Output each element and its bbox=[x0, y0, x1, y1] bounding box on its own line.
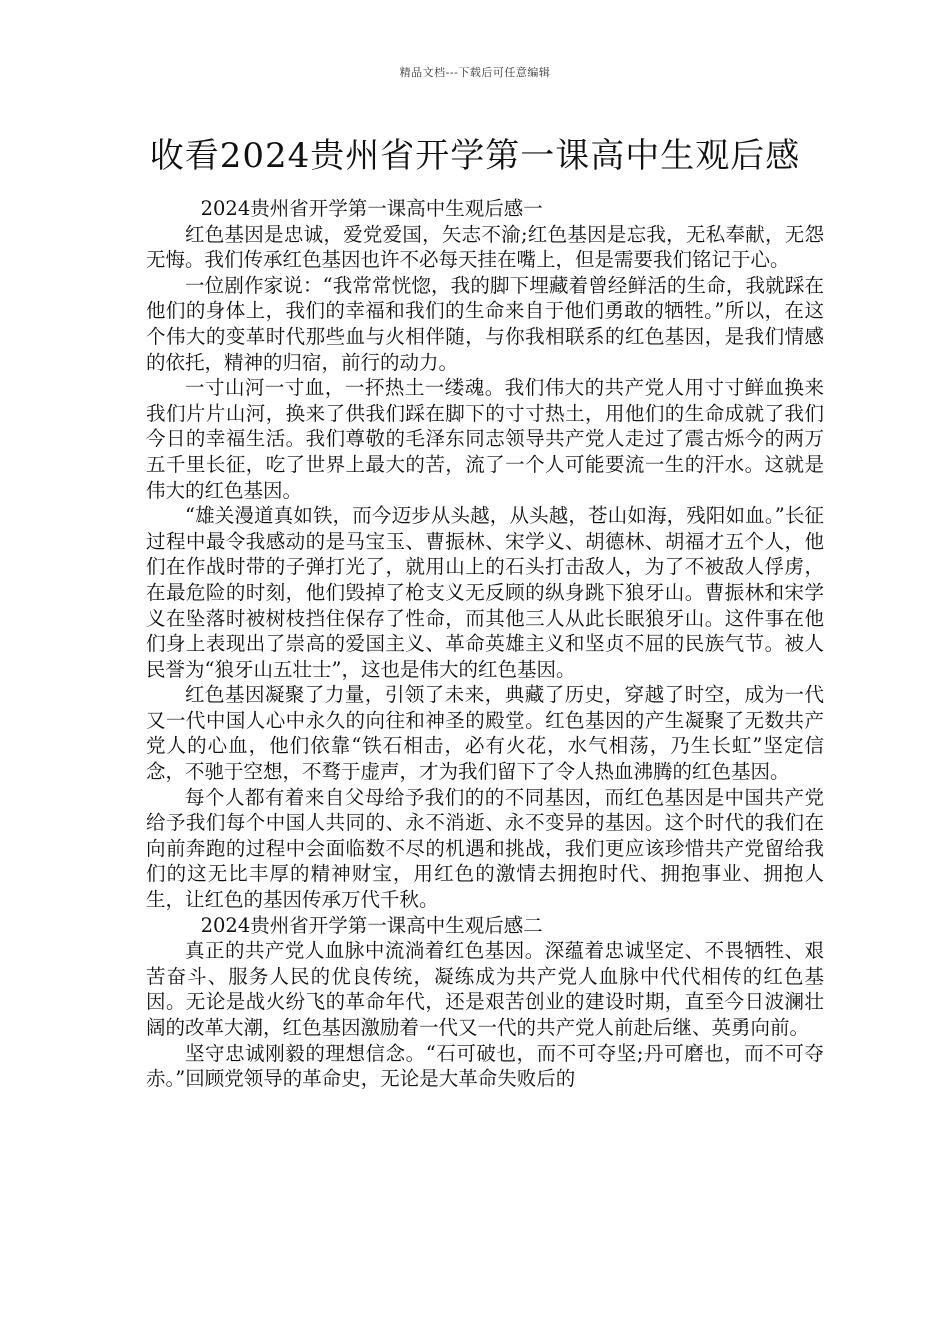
paragraph: 红色基因是忠诚，爱党爱国，矢志不渝;红色基因是忘我，无私奉献，无怨无悔。我们传承红色基因也许不必每天挂在嘴上，但是需要我们铭记于心。 bbox=[146, 222, 824, 272]
paragraph: 一寸山河一寸血，一抔热土一缕魂。我们伟大的共产党人用寸寸鲜血换来我们片片山河，换来了供我们踩在脚下的寸寸热土，用他们的生命成就了我们今日的幸福生活。我们尊敬的毛泽东同志领导共产党人走过了震古烁今的两万五千里长征，吃了世界上最大的苦，流了一个人可能要流一生的汗水。这就是伟大的红色基因。 bbox=[146, 376, 824, 502]
section-heading: 2024贵州省开学第一课高中生观后感一 bbox=[200, 197, 543, 220]
paragraph: 红色基因凝聚了力量，引领了未来，典藏了历史，穿越了时空，成为一代又一代中国人心中永久的向往和神圣的殿堂。红色基因的产生凝聚了无数共产党人的心血，他们依靠“铁石相击，必有火花，水气相荡，乃生长虹”坚定信念，不驰于空想，不骛于虚声，才为我们留下了令人热血沸腾的红色基因。 bbox=[146, 683, 824, 784]
section-heading: 2024贵州省开学第一课高中生观后感二 bbox=[200, 913, 543, 937]
paragraph: 真正的共产党人血脉中流淌着红色基因。深蕴着忠诚坚定、不畏牺牲、艰苦奋斗、服务人民的优良传统，凝练成为共产党人血脉中代代相传的红色基因。无论是战火纷飞的革命年代，还是艰苦创业的建设时期，直至今日波澜壮阔的改革大潮，红色基因激励着一代又一代的共产党人前赴后继、英勇向前。 bbox=[146, 939, 824, 1039]
document-title: 收看2024贵州省开学第一课高中生观后感 bbox=[149, 136, 801, 176]
paragraph: “雄关漫道真如铁，而今迈步从头越，从头越，苍山如海，残阳如血。”长征过程中最令我感动的是马宝玉、曹振林、宋学义、胡德林、胡福才五个人，他们在作战时带的子弹打光了，就用山上的石头打击敌人，为了不被敌人俘虏，在最危险的时刻，他们毁掉了枪支义无反顾的纵身跳下狼牙山。曹振林和宋学义在坠落时被树枝挡住保存了性命，而其他三人从此长眠狼牙山。这件事在他们身上表现出了崇高的爱国主义、革命英雄主义和坚贞不屈的民族气节。被人民誉为“狼牙山五壮士”，这也是伟大的红色基因。 bbox=[146, 504, 824, 681]
document-body bbox=[146, 196, 824, 1092]
paragraph: 一位剧作家说：“我常常恍惚，我的脚下埋藏着曾经鲜活的生命，我就踩在他们的身体上，我们的幸福和我们的生命来自于他们勇敢的牺牲。”所以，在这个伟大的变革时代那些血与火相伴随，与你我相联系的红色基因，是我们情感的依托，精神的归宿，前行的动力。 bbox=[146, 273, 824, 374]
paragraph: 坚守忠诚刚毅的理想信念。“石可破也，而不可夺坚;丹可磨也，而不可夺赤。”回顾党领导的革命史，无论是大革命失败后的 bbox=[146, 1041, 824, 1091]
header-note: 精品文档---下载后可任意编辑 bbox=[399, 66, 551, 79]
paragraph: 每个人都有着来自父母给予我们的的不同基因，而红色基因是中国共产党给予我们每个中国人共同的、永不消逝、永不变异的基因。这个时代的我们在向前奔跑的过程中会面临数不尽的机遇和挑战，我们更应该珍惜共产党留给我们的这无比丰厚的精神财宝，用红色的激情去拥抱时代、拥抱事业、拥抱人生，让红色的基因传承万代千秋。 bbox=[146, 785, 824, 912]
